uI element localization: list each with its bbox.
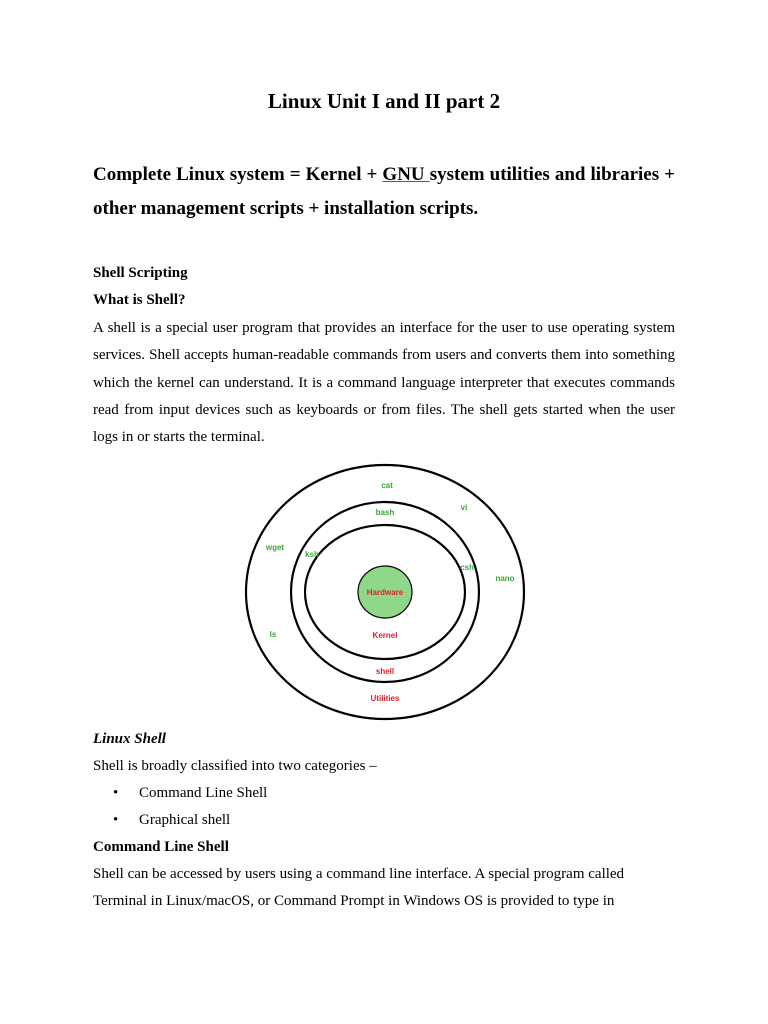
command-line-shell-heading: Command Line Shell <box>93 839 229 855</box>
utilities-ring-label: Utilities <box>370 694 400 703</box>
shell-scripting-heading: Shell Scripting <box>93 265 188 281</box>
category-graphical-shell: Graphical shell <box>139 812 231 828</box>
kernel-label: Kernel <box>372 631 398 640</box>
shell-definition-paragraph: A shell is a special user program that provides an interface for the user to use operating system services. Shell accepts human-readable commands from users and converts them into something which the kernel can understand. It is a command language interpreter that executes commands read from input devices such as keyboards or from files. The shell gets started when the user logs in or starts the terminal. <box>93 320 675 446</box>
bullet-icon: • <box>113 785 119 801</box>
linux-shell-heading: Linux Shell <box>93 731 166 747</box>
shell-csh-label: csh <box>460 563 474 572</box>
shell-ksh-label: ksh <box>305 550 319 559</box>
cli-paragraph-line-2: Terminal in Linux/macOS, or Command Prompt in Windows OS is provided to type in <box>93 893 615 909</box>
definition-part-1: Complete Linux system = Kernel + <box>93 164 383 185</box>
utility-nano-label: nano <box>495 574 515 583</box>
bullet-icon: • <box>113 812 119 828</box>
page-title: Linux Unit I and II part 2 <box>267 89 501 113</box>
category-command-line-shell: Command Line Shell <box>139 785 268 801</box>
what-is-shell-heading: What is Shell? <box>93 292 186 308</box>
cli-paragraph-line-1: Shell can be accessed by users using a command line interface. A special program called <box>93 866 625 882</box>
shell-ring-label: shell <box>375 667 395 676</box>
shell-bash-label: bash <box>375 508 395 517</box>
classification-intro: Shell is broadly classified into two categories – <box>93 758 377 774</box>
gnu-link[interactable]: GNU <box>382 164 430 185</box>
linux-system-definition <box>93 158 675 226</box>
utility-cat-label: cat <box>381 481 393 490</box>
definition-part-2: system utilities and libraries + other management scripts + installation scripts. <box>93 164 675 219</box>
hardware-label: Hardware <box>366 588 404 597</box>
utility-vi-label: vi <box>460 503 468 512</box>
shell-layers-diagram <box>240 462 530 722</box>
utility-ls-label: ls <box>269 630 277 639</box>
utility-wget-label: wget <box>265 543 285 552</box>
